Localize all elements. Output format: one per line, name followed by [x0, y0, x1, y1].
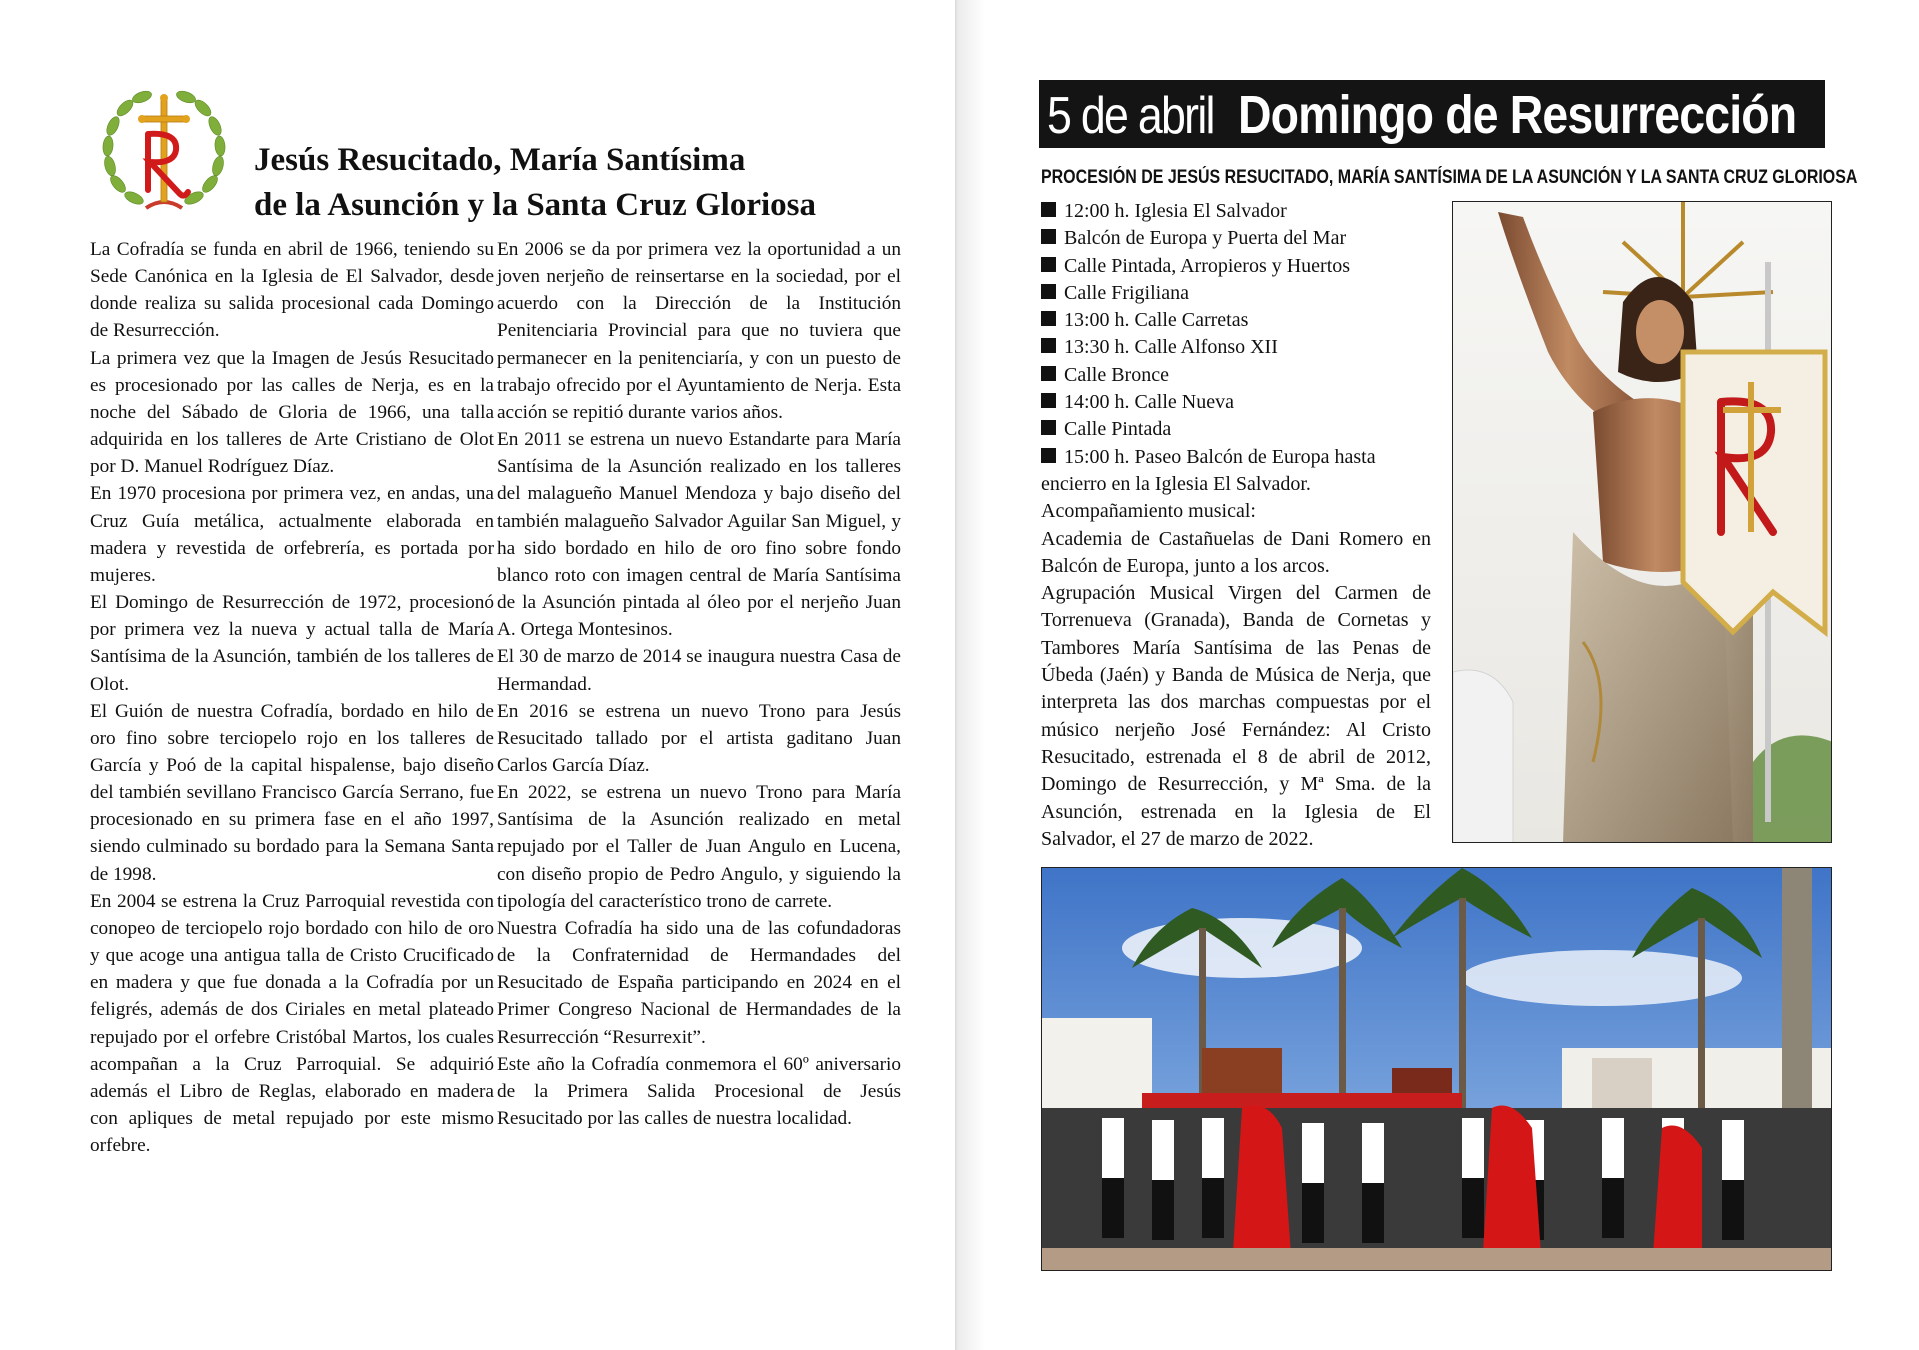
bullet-square-icon [1041, 420, 1056, 435]
bullet-square-icon [1041, 448, 1056, 463]
bullet-square-icon [1041, 257, 1056, 272]
paragraph: La Cofradía se funda en abril de 1966, teniendo su Sede Canónica en la Iglesia de El Salvador, desde donde realiza su salida procesional cada Domingo de Resurrección. [90, 239, 494, 342]
procession-schedule [1041, 198, 1431, 853]
article-title [254, 138, 894, 228]
paragraph: La primera vez que la Imagen de Jesús Resucitado es procesionado por las calles de Nerja, es en la noche del Sábado de Gloria de 1966, una talla adquirida en los talleres de Arte Cristiano de Olot por D. Manuel Rodríguez Díaz. [90, 347, 494, 478]
schedule-item: Calle Bronce [1041, 362, 1431, 389]
schedule-item: 13:30 h. Calle Alfonso XII [1041, 334, 1431, 361]
banner-date: 5 de abril [1047, 87, 1214, 145]
procession-plaza-photo [1041, 867, 1832, 1271]
date-banner [1039, 80, 1825, 148]
banner-day-title: Domingo de Resurrección [1238, 85, 1797, 145]
paragraph: Este año la Cofradía conmemora el 60º aniversario de la Primera Salida Procesional de Jesús Resucitado por las calles de nuestra localidad. [497, 1053, 901, 1129]
schedule-item: Calle Frigiliana [1041, 280, 1431, 307]
paragraph: Academia de Castañuelas de Dani Romero en Balcón de Europa, junto a los arcos. [1041, 527, 1431, 577]
schedule-item: 12:00 h. Iglesia El Salvador [1041, 198, 1431, 225]
bullet-square-icon [1041, 366, 1056, 381]
bullet-square-icon [1041, 311, 1056, 326]
paragraph: El 30 de marzo de 2014 se inaugura nuestra Casa de Hermandad. [497, 646, 901, 695]
paragraph: Nuestra Cofradía ha sido una de las cofundadoras de la Confraternidad de Hermandades del Resucitado de España participando en 2024 en el Primer Congreso Nacional de Hermandades de la Resurrección “Resurrexit”. [497, 917, 901, 1048]
schedule-item: 15:00 h. Paseo Balcón de Europa hasta [1041, 444, 1431, 471]
paragraph: Agrupación Musical Virgen del Carmen de Torrenueva (Granada), Banda de Cornetas y Tambores María Santísima de las Penas de Úbeda (Jaén) y Banda de Música de Nerja, que interpreta las dos marchas compuestas por el músico nerjeño José Fernández: Al Cristo Resucitado, estrenada el 8 de abril de 2012, Domingo de Resurrección, y Mª Sma. de la Asunción, estrenada en la Iglesia de El Salvador, el 27 de marzo de 2022. [1041, 582, 1431, 850]
paragraph: En 1970 procesiona por primera vez, en andas, una Cruz Guía metálica, actualmente elaborada en madera y revestida de orfebrería, es portada por mujeres. [90, 483, 494, 586]
procession-subtitle: PROCESIÓN DE JESÚS RESUCITADO, MARÍA SANTÍSIMA DE LA ASUNCIÓN Y LA SANTA CRUZ GLORIOSA [1041, 167, 1858, 188]
paragraph: En 2004 se estrena la Cruz Parroquial revestida con conopeo de terciopelo rojo bordado con hilo de oro y que acoge una antigua talla de Cristo Crucificado en madera y que fue donada a la Cofradía por un feligrés, además de dos Ciriales en metal plateado repujado por el orfebre Cristóbal Martos, los cuales acompañan a la Cruz Parroquial. Se adquirió además el Libro de Reglas, elaborado en madera con apliques de metal repujado por este mismo orfebre. [90, 890, 494, 1157]
schedule-continuation: encierro en la Iglesia El Salvador. [1041, 472, 1311, 495]
music-description [1041, 526, 1431, 854]
paragraph: En 2016 se estrena un nuevo Trono para Jesús Resucitado tallado por el artista gaditano Juan Carlos García Díaz. [497, 700, 901, 776]
schedule-item: Balcón de Europa y Puerta del Mar [1041, 225, 1431, 252]
schedule-item: Calle Pintada, Arropieros y Huertos [1041, 253, 1431, 280]
paragraph: En 2011 se estrena un nuevo Estandarte para María Santísima de la Asunción realizado en los talleres del malagueño Manuel Mendoza y bajo diseño del también malagueño Salvador Aguilar San Miguel, y ha sido bordado en hilo de oro fino sobre fondo blanco roto con imagen central de María Santísima de la Asunción pintada al óleo por el nerjeño Juan A. Ortega Montesinos. [497, 429, 901, 641]
paragraph: En 2022, se estrena un nuevo Trono para María Santísima de la Asunción realizado en metal repujado por el Taller de Juan Angulo en Lucena, con diseño propio de Pedro Angulo, y siguiendo la tipología del característico trono de carrete. [497, 782, 901, 912]
bullet-square-icon [1041, 393, 1056, 408]
paragraph: El Domingo de Resurrección de 1972, procesionó por primera vez la nueva y actual talla de María Santísima de la Asunción, también de los talleres de Olot. [90, 592, 494, 695]
article-column-1 [90, 236, 494, 1159]
resurrected-christ-statue-photo [1452, 201, 1832, 843]
article-column-2 [497, 236, 901, 1132]
music-heading: Acompañamiento musical: [1041, 500, 1256, 523]
bullet-square-icon [1041, 229, 1056, 244]
bullet-square-icon [1041, 338, 1056, 353]
bullet-square-icon [1041, 284, 1056, 299]
title-line-2: de la Asunción y la Santa Cruz Gloriosa [254, 187, 816, 223]
paragraph: En 2006 se da por primera vez la oportunidad a un joven nerjeño de reinsertarse en la sociedad, por el acuerdo con la Dirección de la Institución Penitenciaria Provincial para que no tuviera que permanecer en la penitenciaría, y con un puesto de trabajo ofrecido por el Ayuntamiento de Nerja. Esta acción se repitió durante varios años. [497, 239, 901, 423]
schedule-item: 13:00 h. Calle Carretas [1041, 307, 1431, 334]
schedule-item: Calle Pintada [1041, 416, 1431, 443]
paragraph: El Guión de nuestra Cofradía, bordado en hilo de oro fino sobre terciopelo rojo en los talleres de García y Poó de la capital hispalense, bajo diseño del también sevillano Francisco García Serrano, fue procesionado en su primera fase en el año 1997, siendo culminado su bordado para la Semana Santa de 1998. [90, 700, 494, 885]
bullet-square-icon [1041, 202, 1056, 217]
title-line-1: Jesús Resucitado, María Santísima [254, 142, 746, 178]
cofradia-emblem-icon [98, 86, 230, 218]
schedule-item: 14:00 h. Calle Nueva [1041, 389, 1431, 416]
